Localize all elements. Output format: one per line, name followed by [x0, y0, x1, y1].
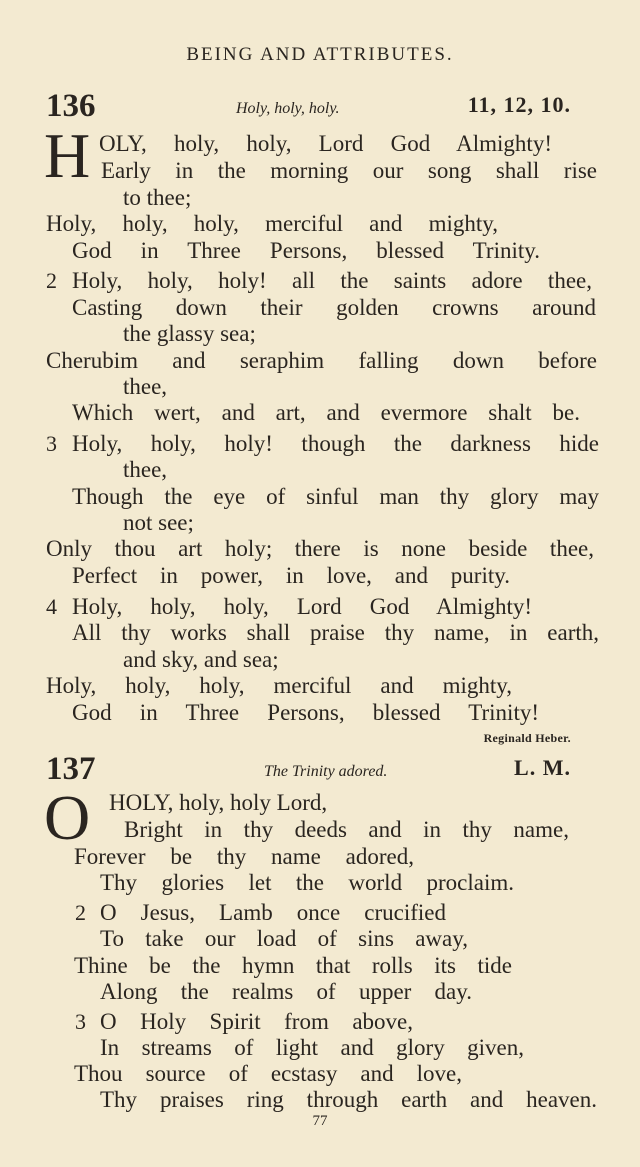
- hymn-137-header: [46, 751, 601, 791]
- author-attribution: Reginald Heber.: [483, 731, 571, 745]
- verse-number: 4: [46, 594, 57, 619]
- verse-line: To take our load of sins away,: [100, 926, 468, 951]
- verse-line: OLY, holy, holy, Lord God Almighty!: [99, 131, 552, 156]
- hymn-meter: 11, 12, 10.: [467, 92, 571, 117]
- hymn-meter: L. M.: [514, 755, 571, 780]
- verse-line: Along the realms of upper day.: [100, 979, 472, 1004]
- verse-line: HOLY, holy, holy Lord,: [109, 790, 328, 815]
- verse-line: Early in the morning our song shall rise: [101, 158, 597, 183]
- verse-number: 3: [75, 1009, 86, 1034]
- verse-line: Holy, holy, holy, merciful and mighty,: [46, 673, 512, 698]
- verse-line: Bright in thy deeds and in thy name,: [124, 817, 569, 842]
- verse-line: Casting down their golden crowns around: [72, 295, 596, 320]
- verse-line: thee,: [123, 457, 168, 482]
- verse-line: Holy, holy, holy, Lord God Almighty!: [72, 594, 532, 619]
- verse-line: and sky, and sea;: [123, 647, 279, 672]
- verse-line: God in Three Persons, blessed Trinity.: [72, 238, 540, 263]
- verse-line: Cherubim and seraphim falling down before: [46, 348, 597, 373]
- verse-line: Holy, holy, holy! all the saints adore thee,: [72, 268, 592, 293]
- running-head: BEING AND ATTRIBUTES.: [186, 44, 454, 65]
- verse-line: God in Three Persons, blessed Trinity!: [72, 700, 539, 725]
- verse-line: O Holy Spirit from above,: [100, 1009, 413, 1034]
- hymn-title: Holy, holy, holy.: [236, 100, 340, 117]
- verse-line: O Jesus, Lamb once crucified: [100, 900, 446, 925]
- verse-line: to thee;: [123, 185, 192, 210]
- verse-number: 2: [75, 900, 86, 925]
- verse-line: Holy, holy, holy! though the darkness hide: [72, 431, 599, 456]
- verse-line: Though the eye of sinful man thy glory may: [72, 484, 599, 509]
- page-number: 77: [312, 1113, 328, 1129]
- verse-line: thee,: [123, 374, 168, 399]
- verse-number: 3: [46, 431, 57, 456]
- hymn-title: The Trinity adored.: [264, 763, 388, 780]
- hymn-136-header: [46, 88, 601, 128]
- verse-line: All thy works shall praise thy name, in earth,: [72, 620, 599, 645]
- verse-line: Perfect in power, in love, and purity.: [72, 563, 510, 588]
- hymn-number: 136: [46, 88, 96, 124]
- verse-line: Only thou art holy; there is none beside thee,: [46, 536, 594, 561]
- verse-line: Which wert, and art, and evermore shalt be.: [72, 400, 580, 425]
- verse-line: Thy praises ring through earth and heaven.: [100, 1087, 597, 1112]
- verse-line: Thy glories let the world proclaim.: [100, 870, 514, 895]
- verse-line: Forever be thy name adored,: [74, 844, 414, 869]
- verse-line: Holy, holy, holy, merciful and mighty,: [46, 211, 498, 236]
- verse-line: Thou source of ecstasy and love,: [74, 1061, 462, 1086]
- verse-line: In streams of light and glory given,: [100, 1035, 524, 1060]
- verse-line: Thine be the hymn that rolls its tide: [74, 953, 512, 978]
- verse-line: not see;: [123, 510, 194, 535]
- verse-number: 2: [46, 268, 57, 293]
- verse-line: the glassy sea;: [123, 321, 256, 346]
- drop-cap: H: [44, 120, 91, 191]
- drop-cap: O: [44, 782, 91, 853]
- hymn-number: 137: [46, 751, 96, 787]
